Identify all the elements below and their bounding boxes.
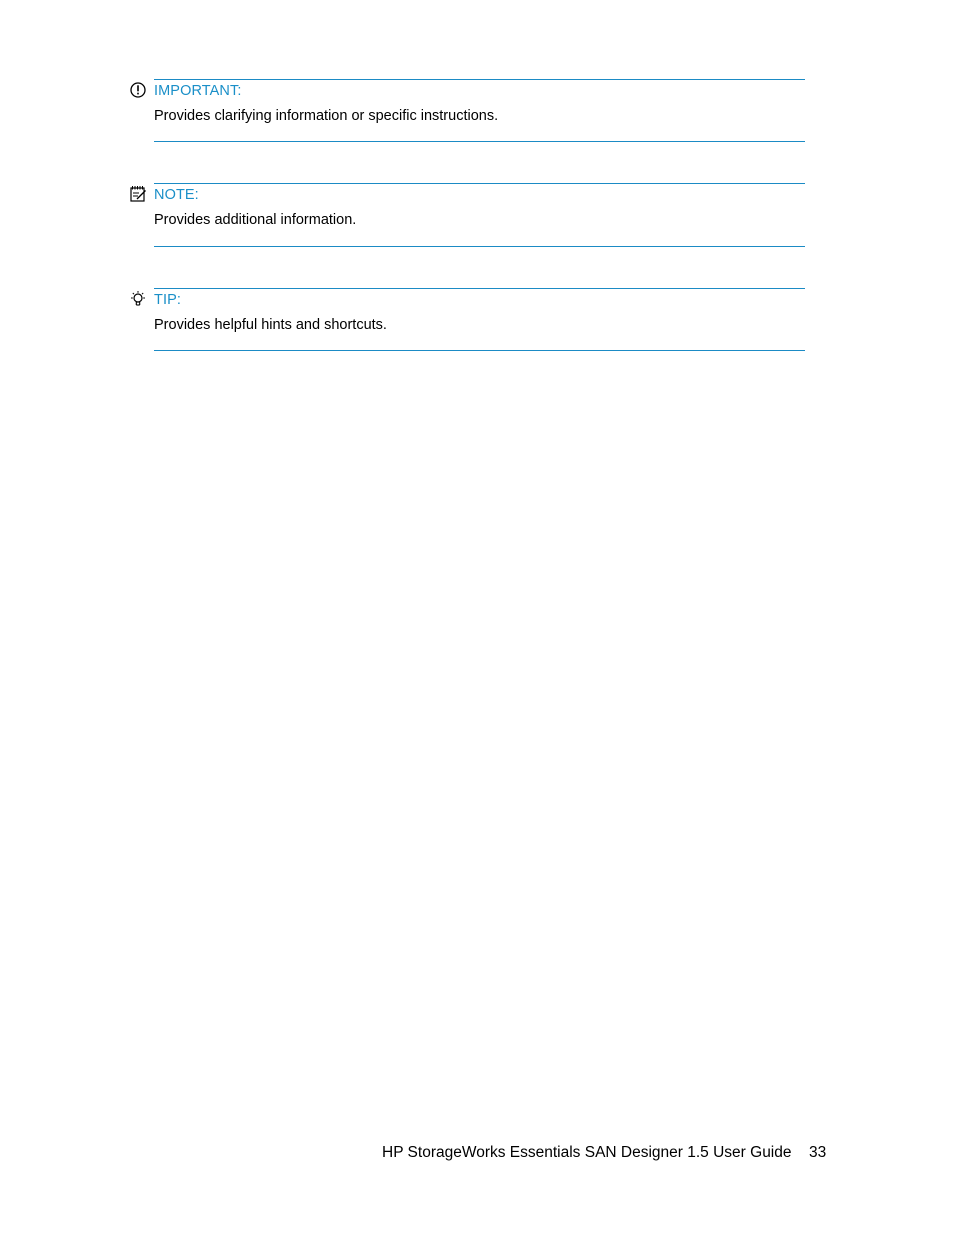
note-admonition [154, 183, 805, 247]
page-number: 33 [809, 1144, 827, 1161]
tip-label: TIP: [154, 292, 181, 308]
footer-document-title: HP StorageWorks Essentials SAN Designer 1.5 User Guide [382, 1144, 792, 1161]
note-label: NOTE: [154, 187, 199, 203]
important-label: IMPORTANT: [154, 83, 242, 99]
tip-text: Provides helpful hints and shortcuts. [154, 317, 387, 333]
note-pad-icon [129, 185, 147, 203]
tip-admonition [154, 288, 805, 351]
important-exclamation-icon [129, 81, 147, 99]
important-admonition [154, 79, 805, 142]
note-text: Provides additional information. [154, 212, 357, 228]
tip-lightbulb-icon [129, 290, 147, 308]
important-text: Provides clarifying information or specific instructions. [154, 108, 499, 124]
